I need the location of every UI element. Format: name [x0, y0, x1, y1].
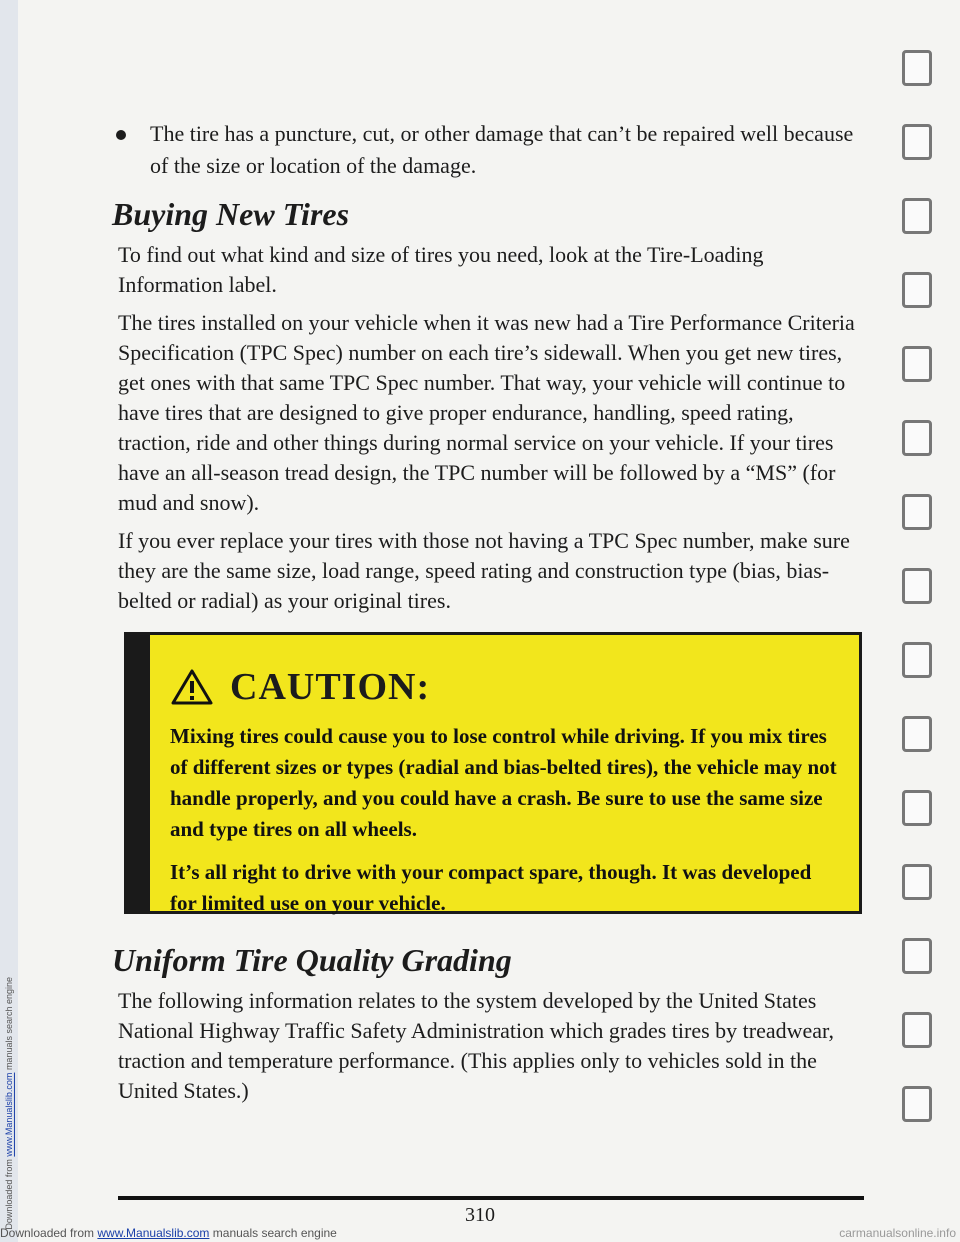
- chapter-tab[interactable]: [902, 1012, 932, 1048]
- bullet-dot-icon: [116, 130, 126, 140]
- footer-site-watermark: carmanualsonline.info: [839, 1226, 956, 1240]
- chapter-tabs: [892, 50, 938, 1160]
- buying-paragraph-3: If you ever replace your tires with those not having a TPC Spec number, make sure they are the same size, load range, speed rating and construction type (bias, bias-belted or radial) as your original tires.: [118, 528, 850, 613]
- warning-triangle-icon: [170, 668, 214, 706]
- bottom-rule: [118, 1196, 864, 1200]
- caution-paragraph-2: It’s all right to drive with your compact spare, though. It was developed for limited use on your vehicle.: [170, 860, 812, 915]
- chapter-tab[interactable]: [902, 198, 932, 234]
- footer-watermark-prefix: Downloaded from: [0, 1226, 98, 1240]
- uniform-grading-section: [112, 940, 858, 1114]
- vertical-watermark: [3, 977, 15, 1230]
- buying-new-tires-heading: Buying New Tires: [112, 196, 350, 232]
- caution-paragraph-1: Mixing tires could cause you to lose control while driving. If you mix tires of different sizes or types (radial and bias-belted tires), the vehicle may not handle properly, and you could have a crash. Be sure to use the same size and type tires on all wheels.: [170, 724, 837, 841]
- chapter-tab[interactable]: [902, 864, 932, 900]
- bullet-item: [118, 118, 858, 182]
- footer-watermark: [0, 1226, 337, 1240]
- vertical-watermark-link[interactable]: www.Manualslib.com: [4, 1072, 14, 1157]
- footer-watermark-link[interactable]: www.Manualslib.com: [97, 1226, 210, 1240]
- buying-paragraph-2: The tires installed on your vehicle when it was new had a Tire Performance Criteria Specification (TPC Spec) number on each tire’s sidewall. When you get new tires, get ones with that same TPC Spec number. That way, your vehicle will continue to have tires that are designed to give proper endurance, handling, speed rating, traction, ride and other things during normal service on your vehicle. If your tires have an all-season tread design, the TPC number will be followed by a “MS” (for mud and snow).: [118, 310, 855, 515]
- caution-title: CAUTION:: [230, 666, 431, 708]
- chapter-tab[interactable]: [902, 568, 932, 604]
- page-content: [112, 118, 858, 624]
- chapter-tab[interactable]: [902, 272, 932, 308]
- footer-watermark-suffix: manuals search engine: [209, 1226, 337, 1240]
- bullet-text: The tire has a puncture, cut, or other damage that can’t be repaired well because of the size or location of the damage.: [150, 121, 854, 178]
- chapter-tab[interactable]: [902, 790, 932, 826]
- caution-box: [124, 632, 862, 914]
- vertical-watermark-suffix: manuals search engine: [4, 977, 14, 1073]
- page-number: 310: [465, 1204, 495, 1226]
- chapter-tab[interactable]: [902, 1086, 932, 1122]
- chapter-tab[interactable]: [902, 124, 932, 160]
- chapter-tab[interactable]: [902, 50, 932, 86]
- uniform-grading-heading: Uniform Tire Quality Grading: [112, 942, 512, 978]
- vertical-watermark-prefix: Downloaded from: [4, 1156, 14, 1230]
- chapter-tab[interactable]: [902, 642, 932, 678]
- left-margin-strip: [0, 0, 18, 1242]
- caution-header: [170, 665, 839, 709]
- chapter-tab[interactable]: [902, 346, 932, 382]
- chapter-tab[interactable]: [902, 420, 932, 456]
- chapter-tab[interactable]: [902, 716, 932, 752]
- uniform-grading-paragraph: The following information relates to the system developed by the United States National Highway Traffic Safety Administration which grades tires by treadwear, traction and temperature performance. (This applies only to vehicles sold in the United States.): [118, 988, 834, 1103]
- buying-paragraph-1: To find out what kind and size of tires you need, look at the Tire-Loading Information label.: [118, 242, 764, 297]
- chapter-tab[interactable]: [902, 938, 932, 974]
- chapter-tab[interactable]: [902, 494, 932, 530]
